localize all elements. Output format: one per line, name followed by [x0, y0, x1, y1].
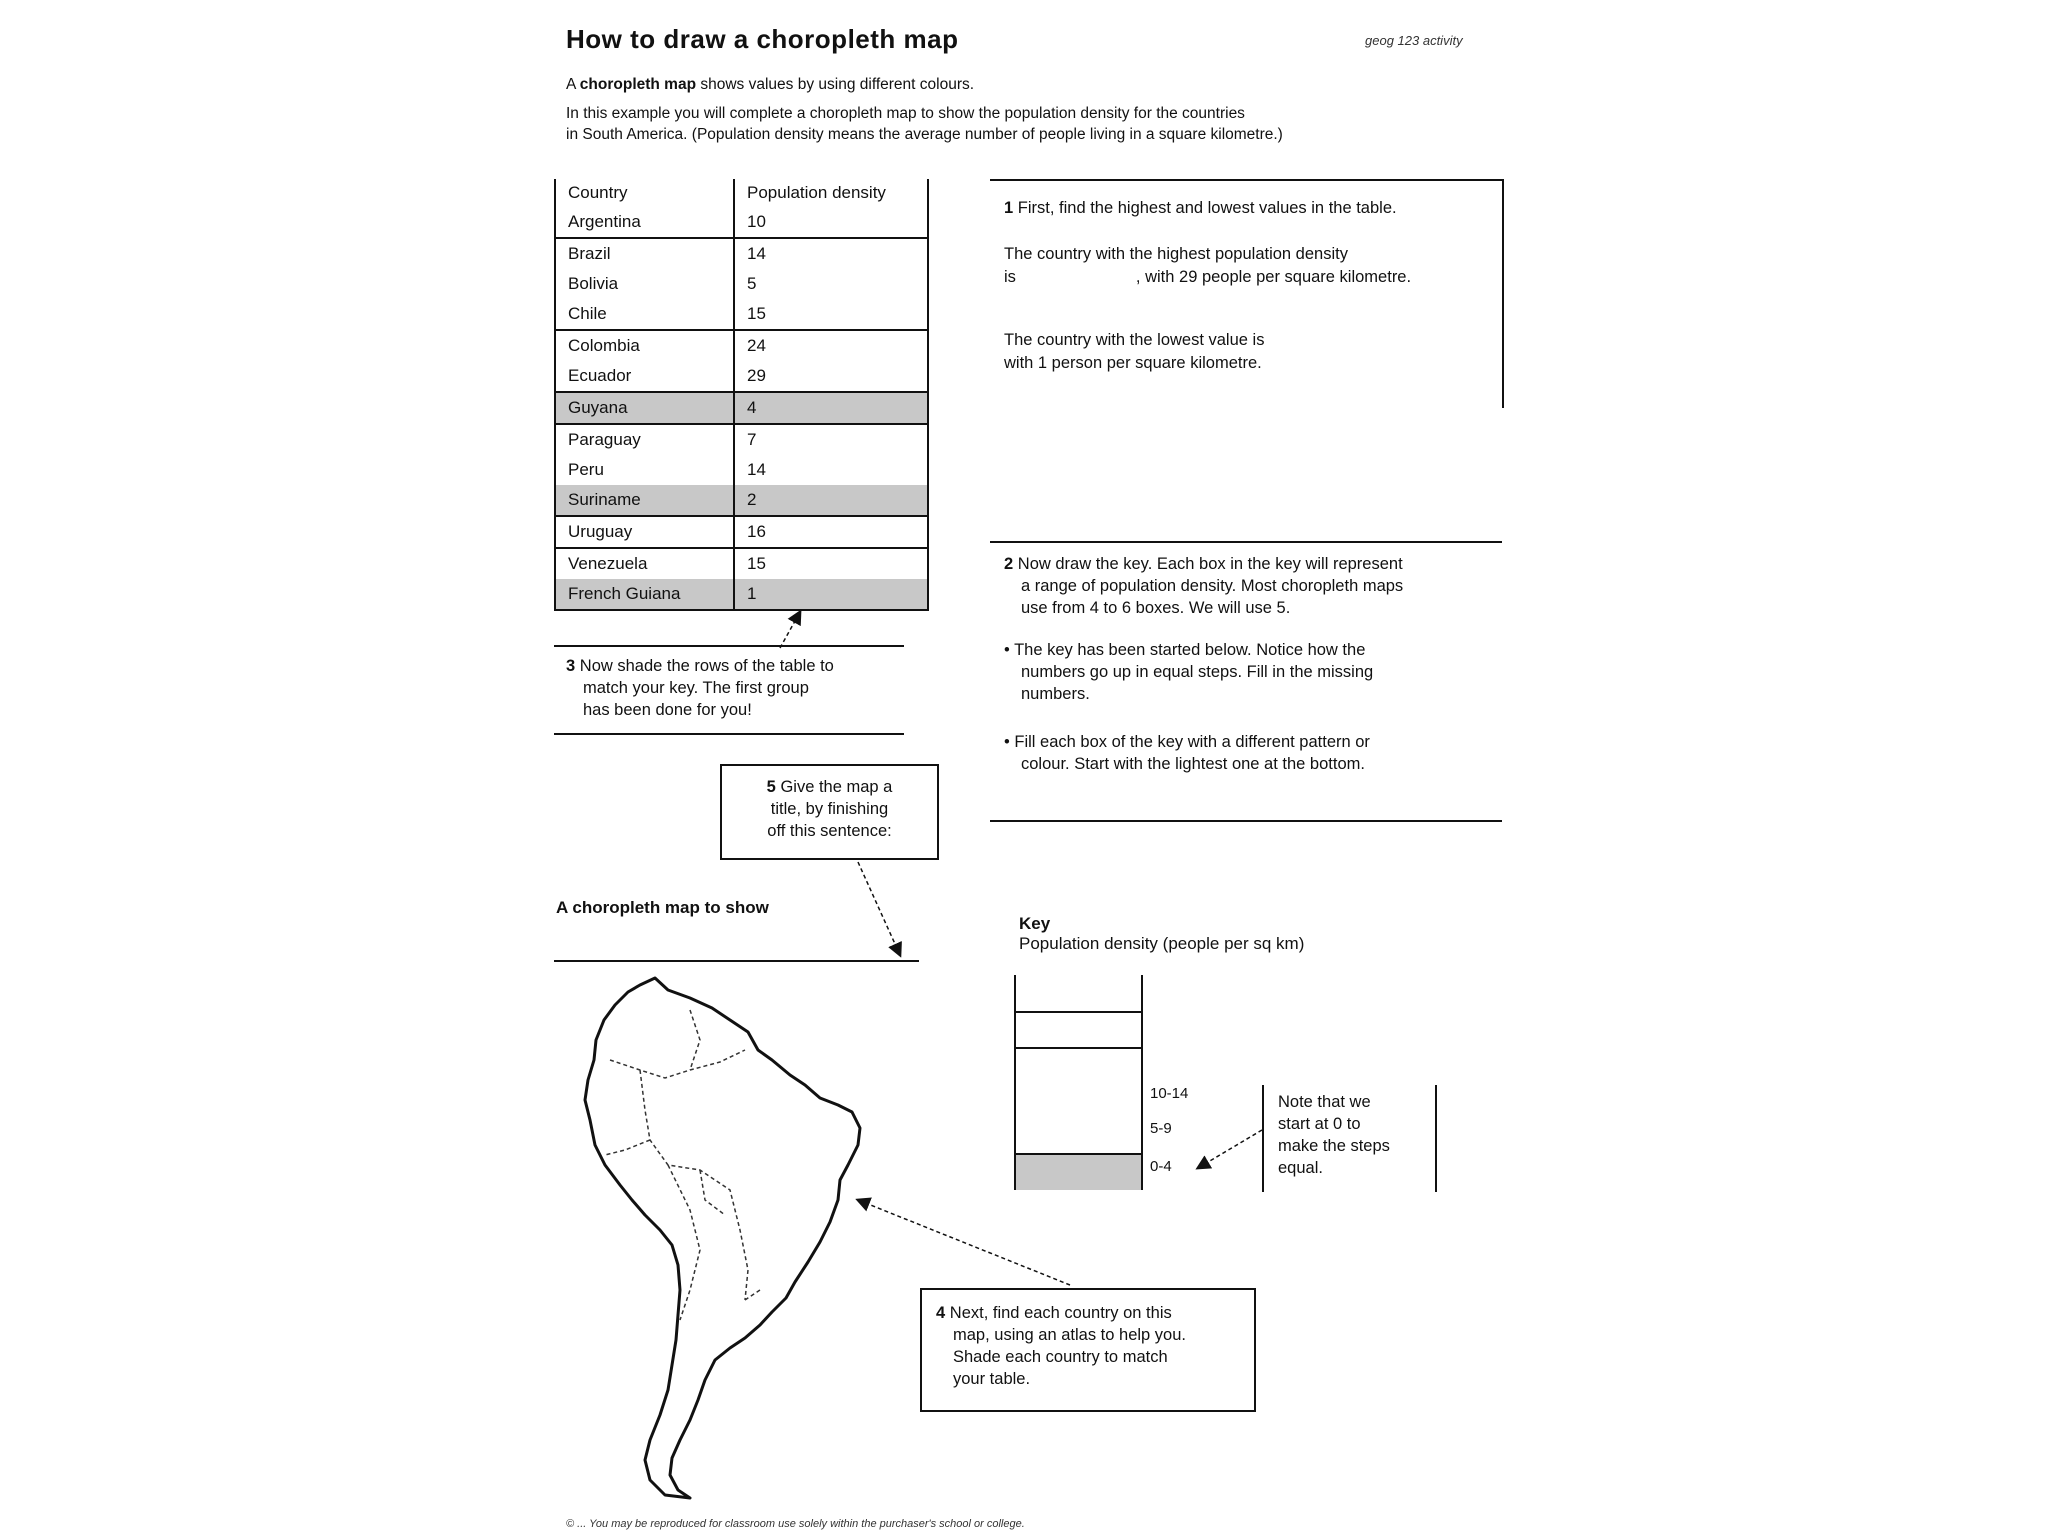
step-2-bullet-2: • Fill each box of the key with a different pattern or: [1004, 733, 1370, 751]
step-3-box: 3 Now shade the rows of the table to match your key. The first group has been done for you!: [554, 645, 904, 735]
table-row-shaded: Suriname 2: [555, 485, 928, 516]
arrow-step-5: [858, 862, 900, 955]
intro-bold-term: choropleth map: [579, 76, 697, 93]
arrow-step-3: [780, 612, 800, 648]
page-title: How to draw a choropleth map: [566, 24, 959, 54]
step-3-line-2: match your key. The first group: [583, 679, 809, 697]
key-label-5-9: 5-9: [1150, 1120, 1172, 1137]
step-3-line-1: Now shade the rows of the table to: [579, 657, 834, 675]
table-header-density: Population density: [734, 179, 928, 207]
table-row: Chile 15: [555, 299, 928, 330]
step-5-line-3: off this sentence:: [767, 822, 892, 840]
key-title: Key: [1019, 914, 1051, 933]
table-row: Colombia 24: [555, 330, 928, 361]
country-borders: [605, 1010, 760, 1320]
intro-line-3: in South America. (Population density means the average number of people living in a square kilometre.): [566, 126, 1283, 143]
footer-copyright: © ... You may be reproduced for classroom use solely within the purchaser's school or college.: [566, 1518, 1025, 1530]
table-row: Ecuador 29: [555, 361, 928, 392]
step-1-lowest-b: with 1 person per square kilometre.: [1004, 354, 1262, 372]
table-row: Uruguay 16: [555, 516, 928, 548]
key-label-10-14: 10-14: [1150, 1085, 1189, 1102]
step-2-bullet-1: • The key has been started below. Notice how the: [1004, 641, 1366, 659]
table-row: Bolivia 5: [555, 269, 928, 299]
intro-line-2: In this example you will complete a choropleth map to show the population density for the countries: [566, 105, 1245, 122]
map-title-prompt: A choropleth map to show: [556, 898, 769, 917]
table-row: Paraguay 7: [555, 424, 928, 455]
step-1-highest-b: is , with 29 people per square kilometre.: [1004, 268, 1412, 286]
step-5-line-1: Give the map a: [780, 778, 893, 796]
step-2-line-1: Now draw the key. Each box in the key will represent: [1017, 555, 1403, 573]
key-label-0-4: 0-4: [1150, 1158, 1172, 1175]
step-2-line-2: a range of population density. Most choropleth maps: [1021, 577, 1404, 595]
step-5-box: 5 Give the map a title, by finishing off this sentence:: [720, 764, 939, 860]
step-3-line-3: has been done for you!: [583, 701, 752, 719]
step-1-highest-a: The country with the highest population density: [1004, 245, 1348, 263]
table-row: Peru 14: [555, 455, 928, 485]
table-row-shaded: French Guiana 1: [555, 579, 928, 610]
step-4-line-1: Next, find each country on this: [949, 1304, 1172, 1322]
step-4-box: 4 Next, find each country on this map, using an atlas to help you. Shade each country to match your table.: [920, 1288, 1256, 1412]
south-america-map[interactable]: [585, 978, 860, 1498]
reference-code: geog 123 activity: [1365, 33, 1463, 48]
step-2-box: 2 Now draw the key. Each box in the key will represent a range of population density. Most choropleth maps use from 4 to 6 boxes. We will use 5. • The key has been started below. Notice how the numbers go up in equal steps. Fill in the missing numbers. • Fill each box of the key with a different pattern or colour. Start with the lightest one at the bottom.: [990, 541, 1502, 822]
table-row-shaded: Guyana 4: [555, 392, 928, 424]
table-row: Brazil 14: [555, 238, 928, 269]
step-5-line-2: title, by finishing: [770, 800, 889, 818]
key-subtitle: Population density (people per sq km): [1019, 934, 1305, 953]
key-note: Note that we start at 0 to make the steps equal.: [1262, 1085, 1437, 1192]
arrow-note: [1198, 1130, 1262, 1168]
table-header-country: Country: [555, 179, 734, 207]
arrow-step-4: [858, 1200, 1070, 1285]
table-row: Venezuela 15: [555, 548, 928, 579]
intro-line-1: A choropleth map shows values by using different colours.: [566, 76, 975, 93]
step-2-line-3: use from 4 to 6 boxes. We will use 5.: [1021, 599, 1291, 617]
step-1-box: 1 First, find the highest and lowest values in the table. The country with the highest population density is , with 29 people per square kilometre. The country with the lowest value is with 1 person per square kilometre.: [990, 179, 1504, 408]
step-1-lowest-a: The country with the lowest value is: [1004, 331, 1265, 349]
step-1-text: First, find the highest and lowest values in the table.: [1017, 199, 1397, 217]
table-row: Argentina 10: [555, 207, 928, 238]
